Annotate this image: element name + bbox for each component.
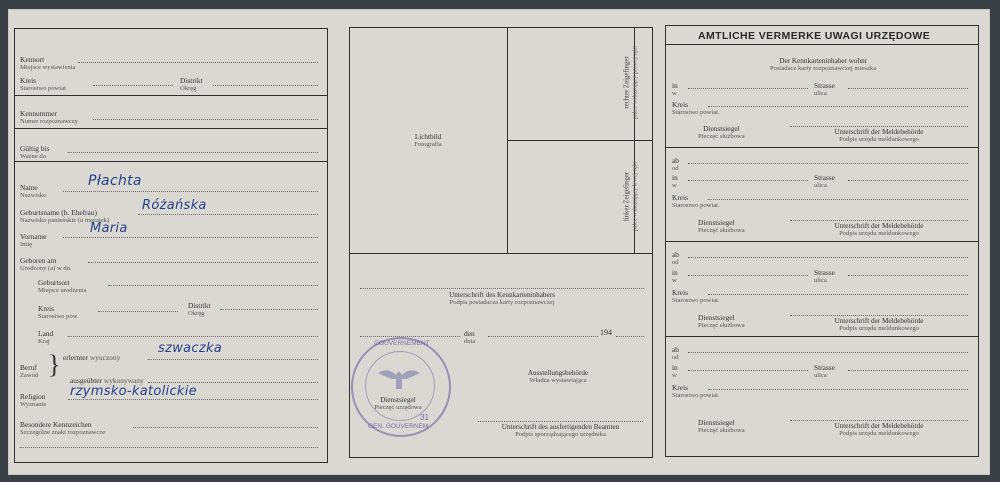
- divider: [14, 128, 328, 129]
- kreis-line-r4: [708, 389, 968, 390]
- dienstsiegel-label-r2: Dienstsiegel Pieczęć służbowa: [698, 218, 745, 234]
- kreis-line-r1: [708, 106, 968, 107]
- eagle-emblem-icon: [376, 365, 422, 395]
- kreis2-line: [98, 311, 178, 312]
- kennkarte-document: [8, 9, 990, 475]
- in-line-2: [688, 180, 808, 181]
- gueltig-line: [68, 152, 318, 153]
- geboren-line: [88, 262, 318, 263]
- geburtsort-label: Geburtsort Miejsce urodzenia: [38, 278, 87, 294]
- meldebehoerde-line-3: [790, 315, 968, 316]
- in-label-1: in w: [672, 81, 678, 97]
- strasse-line-4: [848, 370, 968, 371]
- divider: [349, 253, 653, 254]
- beamten-signature-line: [478, 421, 643, 422]
- strasse-label-4: Strasse ulica: [814, 363, 835, 379]
- den-label: den dnia: [464, 329, 476, 345]
- meldebehoerde-line-1: [790, 126, 968, 127]
- date-line: [488, 336, 598, 337]
- divider: [665, 44, 979, 45]
- geboren-label: Geboren am Urodzony (a) w dn.: [20, 256, 72, 272]
- meldebehoerde-label-3: Unterschrift der Meldebehörde Podpis urzędu meldunkowego: [834, 317, 924, 332]
- distrikt2-line: [220, 309, 318, 310]
- meldebehoerde-label-2: Unterschrift der Meldebehörde Podpis urzędu meldunkowego: [834, 222, 924, 237]
- in-label-4: in w: [672, 363, 678, 379]
- stamp-bottom-text: GEN. GOUVERNEM: [368, 423, 429, 430]
- official-notes-title: AMTLICHE VERMERKE UWAGI URZĘDOWE: [698, 30, 931, 42]
- kennummer-line: [93, 119, 318, 120]
- ab-label-3: ab od: [672, 250, 679, 266]
- erlernter-line: [148, 359, 318, 360]
- in-line-4: [688, 370, 808, 371]
- meldebehoerde-label-4: Unterschrift der Meldebehörde Podpis urzędu meldunkowego: [834, 422, 924, 437]
- geburtsname-label: Geburtsname (b. Ehefrau) Nazwisko panieńskie (u mężatek): [20, 208, 110, 224]
- divider: [665, 241, 979, 242]
- dienstsiegel-label-r4: Dienstsiegel Pieczęć służbowa: [698, 418, 745, 434]
- geburtsname-value: Różańska: [142, 198, 207, 213]
- stamp-number: 31: [420, 413, 429, 422]
- beruf-brace: }: [48, 350, 61, 379]
- divider: [14, 95, 328, 96]
- kennort-label: Kennort Miejsce wystawienia: [20, 55, 76, 71]
- divider: [665, 147, 979, 148]
- behoerde-label: Ausstellungsbehörde Władza wystawiająca: [527, 369, 589, 384]
- vorname-label: Vorname Imię: [20, 232, 47, 248]
- kreis-label-r2: Kreis Starostwo powiat.: [672, 193, 720, 209]
- in-line-3: [688, 275, 808, 276]
- geburtsort-line: [108, 285, 318, 286]
- distrikt-line: [213, 85, 318, 86]
- dienstsiegel-label-r1: Dienstsiegel Pieczęć służbowa: [698, 124, 745, 140]
- distrikt-label: Distrikt Okręg: [180, 76, 203, 92]
- erlernter-label: erlernter wyuczony: [63, 353, 121, 362]
- ausgeuebter-label: ausgeübter wykonywany: [70, 376, 144, 385]
- kreis-label-r4: Kreis Starostwo powiat.: [672, 383, 720, 399]
- kennummer-label: Kennummer Numer rozpoznawczy: [20, 109, 79, 125]
- distrikt2-label: Distrikt Okręg: [188, 301, 211, 317]
- kreis-label-r3: Kreis Starostwo powiat.: [672, 288, 720, 304]
- meldebehoerde-line-4: [790, 420, 968, 421]
- in-line-1: [688, 88, 808, 89]
- ab-line-3: [688, 257, 968, 258]
- ausgeuebter-line: [148, 382, 318, 383]
- rechter-finger-label: rechter Zeigefinger palec wskazujący prawej ręki: [623, 46, 638, 120]
- ab-line-2: [688, 163, 968, 164]
- year-text: 194: [600, 328, 612, 337]
- strasse-label-3: Strasse ulica: [814, 268, 835, 284]
- kennort-line: [78, 62, 318, 63]
- unterschrift-inhaber-label: Unterschrift des Kennkarteninhabers Podpis posiadacza karty rozpoznawczej: [449, 291, 555, 306]
- erlernter-value: szwaczka: [158, 341, 223, 356]
- kreis-line-r3: [708, 294, 968, 295]
- vorname-line: [63, 237, 318, 238]
- religion-label: Religion Wyznanie: [20, 392, 47, 408]
- religion-line: [68, 399, 318, 400]
- strasse-line-1: [848, 88, 968, 89]
- strasse-line-2: [848, 180, 968, 181]
- kreis-line-r2: [708, 199, 968, 200]
- kreis-line: [93, 85, 173, 86]
- geburtsname-line: [138, 214, 318, 215]
- wohnt-label: Der Kennkarteninhaber wohnt Posiadacz karty rozpoznawczej mieszka: [770, 57, 876, 72]
- inhaber-signature-line: [360, 288, 644, 289]
- divider: [14, 161, 328, 162]
- ab-label-2: ab od: [672, 156, 679, 172]
- divider: [665, 336, 979, 337]
- lichtbild-label: Lichtbild Fotografia: [414, 133, 442, 148]
- land-line: [68, 336, 318, 337]
- meldebehoerde-line-2: [790, 220, 968, 221]
- kreis-label: Kreis Starostwo powiat: [20, 76, 66, 92]
- year-line: [616, 336, 644, 337]
- besondere-label: Besondere Kennzeichen Szczególne znaki rozpoznawcze: [20, 420, 106, 436]
- meldebehoerde-label-1: Unterschrift der Meldebehörde Podpis urzędu meldunkowego: [834, 128, 924, 143]
- gueltig-label: Gültig bis Ważne do: [20, 144, 50, 160]
- vorname-value: Maria: [90, 221, 128, 236]
- strasse-label-2: Strasse ulica: [814, 173, 835, 189]
- besondere-line: [133, 427, 318, 428]
- name-value: Płachta: [88, 173, 142, 189]
- religion-value: rzymsko-katolickie: [70, 384, 197, 399]
- strasse-label-1: Strasse ulica: [814, 81, 835, 97]
- divider: [507, 140, 653, 141]
- beruf-label: Beruf Zawód: [20, 363, 39, 379]
- in-label-3: in w: [672, 268, 678, 284]
- kreis2-label: Kreis Starostwo pow.: [38, 304, 79, 320]
- ab-line-4: [688, 352, 968, 353]
- stamp-top-text: GOUVERNEMENT: [374, 340, 430, 347]
- dienstsiegel-label: Dienstsiegel Pieczęć urzędowa: [374, 396, 422, 411]
- dienstsiegel-label-r3: Dienstsiegel Pieczęć służbowa: [698, 313, 745, 329]
- land-label: Land Kraj: [38, 329, 54, 345]
- linker-finger-label: linker Zeigefinger palec wskazujący lewej ręki: [623, 161, 638, 232]
- name-line: [63, 191, 318, 192]
- ab-label-4: ab od: [672, 345, 679, 361]
- in-label-2: in w: [672, 173, 678, 189]
- name-label: Name Nazwisko: [20, 183, 47, 199]
- besondere-line-2: [20, 447, 318, 448]
- unterschrift-beamten-label: Unterschrift des ausfertigenden Beamten Podpis sporządzającego urzędnika: [501, 423, 620, 438]
- kreis-label-r1: Kreis Starostwo powiat.: [672, 100, 720, 116]
- strasse-line-3: [848, 275, 968, 276]
